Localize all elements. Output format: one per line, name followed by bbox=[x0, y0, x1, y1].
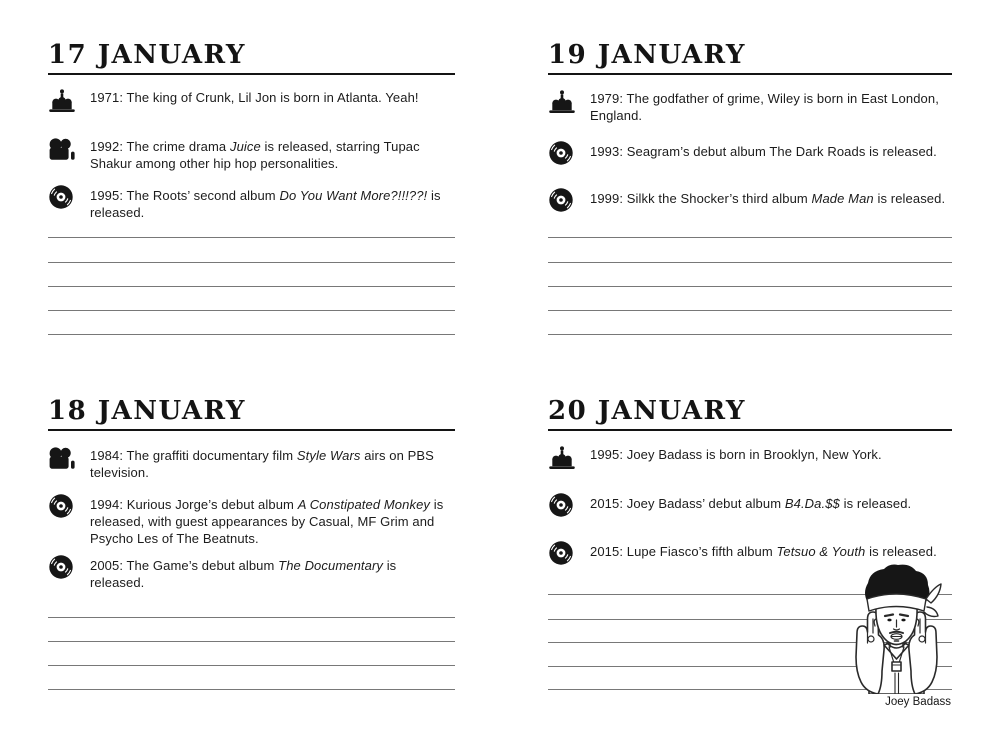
day-section-18-january bbox=[48, 396, 455, 726]
ruled-line bbox=[48, 310, 455, 311]
date-heading: 18 JANUARY bbox=[48, 396, 455, 431]
event-text: 2015: Lupe Fiasco’s fifth album Tetsuo & Youth is released. bbox=[590, 544, 937, 559]
event-text: 1999: Silkk the Shocker’s third album Made Man is released. bbox=[590, 191, 946, 206]
ruled-line bbox=[548, 262, 952, 263]
event-text: 1971: The king of Crunk, Lil Jon is born in Atlanta. Yeah! bbox=[90, 90, 419, 105]
ruled-line bbox=[548, 237, 952, 238]
event-text: 1979: The godfather of grime, Wiley is born in East London, England. bbox=[590, 91, 939, 123]
day-section-19-january bbox=[548, 40, 952, 352]
ruled-line bbox=[48, 237, 455, 238]
ruled-line bbox=[48, 262, 455, 263]
ruled-line bbox=[548, 286, 952, 287]
event-text: 1995: The Roots’ second album Do You Want More?!!!??! is released. bbox=[90, 188, 441, 220]
event-text: 2015: Joey Badass’ debut album B4.Da.$$ is released. bbox=[590, 496, 912, 511]
event-text: 2005: The Game’s debut album The Documentary is released. bbox=[90, 558, 397, 590]
blank-lines bbox=[548, 40, 952, 352]
date-heading: 19 JANUARY bbox=[548, 40, 952, 75]
ruled-line bbox=[48, 334, 455, 335]
ruled-line bbox=[48, 689, 455, 690]
day-section-20-january bbox=[548, 396, 952, 726]
blank-lines bbox=[48, 40, 455, 352]
ruled-line bbox=[48, 665, 455, 666]
illustration-caption: Joey Badass bbox=[885, 696, 951, 708]
ruled-line bbox=[48, 617, 455, 618]
ruled-line bbox=[548, 310, 952, 311]
ruled-line bbox=[48, 641, 455, 642]
ruled-line bbox=[548, 334, 952, 335]
ruled-line bbox=[48, 286, 455, 287]
blank-lines bbox=[48, 396, 455, 726]
event-text: 1995: Joey Badass is born in Brooklyn, New York. bbox=[590, 447, 882, 462]
date-heading: 20 JANUARY bbox=[548, 396, 952, 431]
event-text: 1992: The crime drama Juice is released, starring Tupac Shakur among other hip hop personalities. bbox=[90, 139, 420, 171]
event-text: 1994: Kurious Jorge’s debut album A Constipated Monkey is released, with guest appearances by Casual, MF Grim and Psycho Les of The Beatnuts. bbox=[90, 497, 444, 546]
day-section-17-january bbox=[48, 40, 455, 352]
joey-badass-illustration bbox=[840, 563, 953, 694]
event-text: 1993: Seagram’s debut album The Dark Roads is released. bbox=[590, 144, 937, 159]
date-heading: 17 JANUARY bbox=[48, 40, 455, 75]
event-text: 1984: The graffiti documentary film Style Wars airs on PBS television. bbox=[90, 448, 434, 480]
